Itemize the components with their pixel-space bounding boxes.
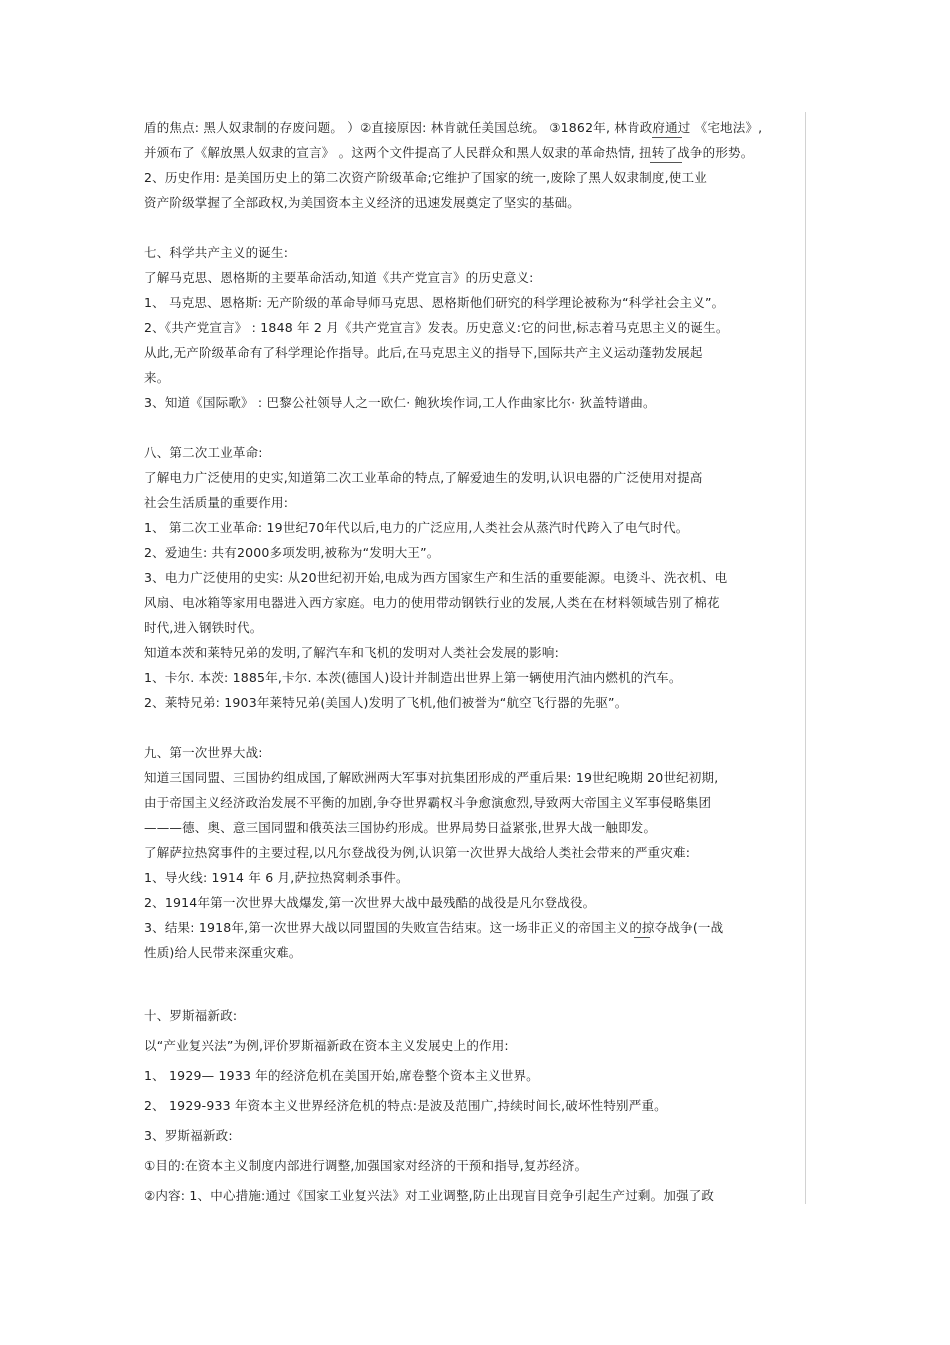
text-line: 来。 [144, 370, 170, 385]
section-heading: 八、第二次工业革命: [144, 445, 263, 460]
text-line: 2、《共产党宣言》 : 1848 年 2 月《共产党宣言》发表。历史意义:它的问世,标志着马克思主义的诞生。 [144, 320, 729, 335]
text-line: 2、1914年第一次世界大战爆发,第一次世界大战中最残酷的战役是凡尔登战役。 [144, 895, 596, 910]
text-line: 并颁布了《解放黑人奴隶的宣言》 。这两个文件提高了人民群众和黑人奴隶的革命热情, 扭转了战争的形势。 [144, 145, 754, 160]
text-line: 性质)给人民带来深重灾难。 [144, 945, 302, 960]
text-line: 时代,进入钢铁时代。 [144, 620, 263, 635]
text-line: 资产阶级掌握了全部政权,为美国资本主义经济的迅速发展奠定了坚实的基础。 [144, 195, 580, 210]
text-line: 知道本茨和莱特兄弟的发明,了解汽车和飞机的发明对人类社会发展的影响: [144, 645, 559, 660]
text-line: 1、导火线: 1914 年 6 月,萨拉热窝刺杀事件。 [144, 870, 409, 885]
text-line: 由于帝国主义经济政治发展不平衡的加剧,争夺世界霸权斗争愈演愈烈,导致两大帝国主义军事侵略集团 [144, 795, 712, 810]
text-line: 社会生活质量的重要作用: [144, 495, 289, 510]
text-line: 了解萨拉热窝事件的主要过程,以凡尔登战役为例,认识第一次世界大战给人类社会带来的严重灾难: [144, 845, 691, 860]
text-line: 2、爱迪生: 共有2000多项发明,被称为“发明大王”。 [144, 545, 440, 560]
text-line: 风扇、电冰箱等家用电器进入西方家庭。电力的使用带动钢铁行业的发展,人类在在材料领域告别了棉花 [144, 595, 720, 610]
right-margin-rule [805, 112, 806, 1204]
text-line: ———德、奥、意三国同盟和俄英法三国协约形成。世界局势日益紧张,世界大战一触即发。 [144, 820, 657, 835]
text-line: 盾的焦点: 黑人奴隶制的存废问题。 ）②直接原因: 林肯就任美国总统。 ③1862年, 林肯政府通过 《宅地法》, [144, 120, 763, 135]
text-line: 1、卡尔. 本茨: 1885年,卡尔. 本茨(德国人)设计并制造出世界上第一辆使用汽油内燃机的汽车。 [144, 670, 682, 685]
text-line: 2、 1929-933 年资本主义世界经济危机的特点:是波及范围广,持续时间长,破坏性特别严重。 [144, 1098, 667, 1113]
text-line: 3、知道《国际歌》 : 巴黎公社领导人之一欧仁· 鲍狄埃作词,工人作曲家比尔· 狄盖特谱曲。 [144, 395, 656, 410]
text-line: 1、 马克思、恩格斯: 无产阶级的革命导师马克思、恩格斯他们研究的科学理论被称为“科学社会主义”。 [144, 295, 725, 310]
text-line: 3、结果: 1918年,第一次世界大战以同盟国的失败宣告结束。这一场非正义的帝国主义的掠夺战争(一战 [144, 920, 724, 935]
section-heading: 十、罗斯福新政: [144, 1008, 238, 1023]
underline-mark [650, 162, 682, 163]
text-line: 3、电力广泛使用的史实: 从20世纪初开始,电成为西方国家生产和生活的重要能源。电烫斗、洗衣机、电 [144, 570, 728, 585]
text-line: 3、罗斯福新政: [144, 1128, 233, 1143]
text-line: 从此,无产阶级革命有了科学理论作指导。此后,在马克思主义的指导下,国际共产主义运动蓬勃发展起 [144, 345, 703, 360]
text-line: 知道三国同盟、三国协约组成国,了解欧洲两大军事对抗集团形成的严重后果: 19世纪晚期 20世纪初期, [144, 770, 719, 785]
text-line: 1、 1929— 1933 年的经济危机在美国开始,席卷整个资本主义世界。 [144, 1068, 539, 1083]
underline-mark [634, 937, 650, 938]
underline-mark [652, 137, 682, 138]
text-line: 1、 第二次工业革命: 19世纪70年代以后,电力的广泛应用,人类社会从蒸汽时代跨入了电气时代。 [144, 520, 689, 535]
text-line: 2、莱特兄弟: 1903年莱特兄弟(美国人)发明了飞机,他们被誉为“航空飞行器的先驱”。 [144, 695, 628, 710]
text-line: 了解马克思、恩格斯的主要革命活动,知道《共产党宣言》的历史意义: [144, 270, 534, 285]
text-line: ①目的:在资本主义制度内部进行调整,加强国家对经济的干预和指导,复苏经济。 [144, 1158, 588, 1173]
section-heading: 九、第一次世界大战: [144, 745, 263, 760]
text-line: ②内容: 1、中心措施:通过《国家工业复兴法》对工业调整,防止出现盲目竞争引起生产过剩。加强了政 [144, 1188, 715, 1203]
section-heading: 七、科学共产主义的诞生: [144, 245, 289, 260]
text-line: 2、历史作用: 是美国历史上的第二次资产阶级革命;它维护了国家的统一,废除了黑人奴隶制度,使工业 [144, 170, 707, 185]
text-line: 以“产业复兴法”为例,评价罗斯福新政在资本主义发展史上的作用: [144, 1038, 509, 1053]
text-line: 了解电力广泛使用的史实,知道第二次工业革命的特点,了解爱迪生的发明,认识电器的广泛使用对提高 [144, 470, 703, 485]
